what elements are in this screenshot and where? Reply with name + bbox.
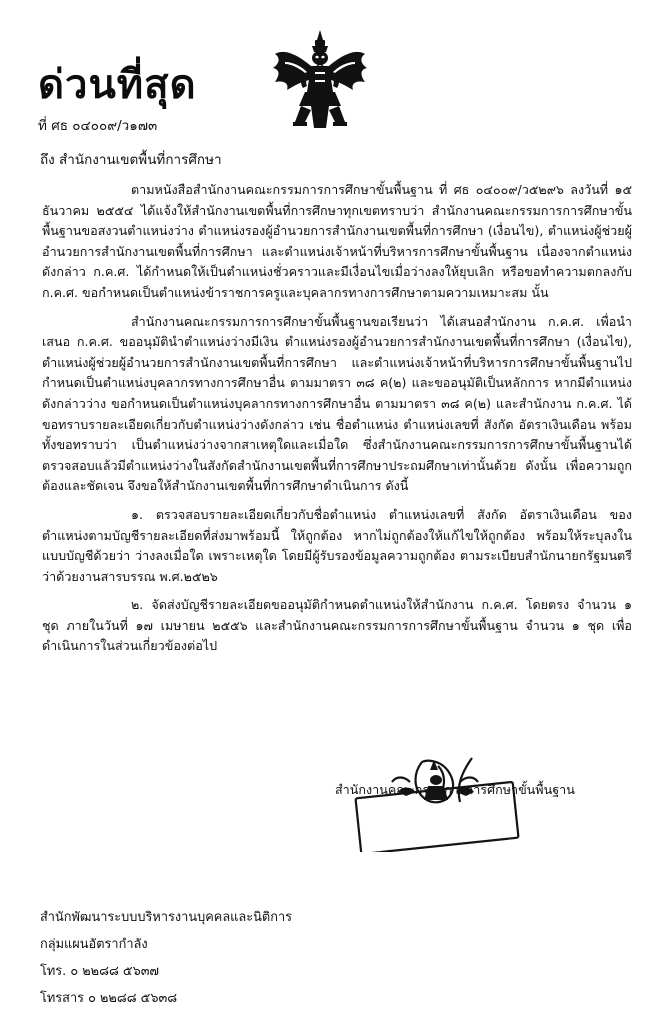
footer-contact (40, 904, 292, 1012)
body-paragraph-2: สำนักงานคณะกรรมการการศึกษาขั้นพื้นฐานขอเรียนว่า ได้เสนอสำนักงาน ก.ค.ศ. เพื่อนำเสนอ ก.ค.ศ. ขออนุมัตินำตำแหน่งว่างมีเงิน ตำแหน่งรองผู้อำนวยการสำนักงานเขตพื้นที่การศึกษา (เงื่อนไข), ตำแหน่งผู้ช่วยผู้อำนวยการสำนักงานเขตพื้นที่การศึกษา และตำแหน่งเจ้าหน้าที่บริหารการศึกษาขั้นพื้นฐานไปกำหนดเป็นตำแหน่งบุคลากรทางการศึกษาอื่น ตามมาตรา ๓๘ ค(๒) และขออนุมัติเป็นหลักการ หากมีตำแหน่งดังกล่าวว่าง ขอกำหนดเป็นตำแหน่งบุคลากรทางการศึกษาอื่น ตามมาตรา ๓๘ ค(๒) และสำนักงาน ก.ค.ศ. ได้ขอทราบรายละเอียดเกี่ยวกับตำแหน่งว่างดังกล่าว เช่น ชื่อตำแหน่ง ตำแหน่งเลขที่ สังกัด อัตราเงินเดือน พร้อมทั้งขอทราบว่า เป็นตำแหน่งว่างจากสาเหตุใดและเมื่อใด ซึ่งสำนักงานคณะกรรมการการศึกษาขั้นพื้นฐานได้ตรวจสอบแล้วมีตำแหน่งว่างในสังกัดสำนักงานเขตพื้นที่การศึกษาประถมศึกษาเท่านั้นด้วย ดังนั้น เพื่อความถูกต้องและชัดเจน จึงขอให้สำนักงานเขตพื้นที่การศึกษาดำเนินการ ดังนี้ (42, 313, 632, 494)
urgency-heading: ด่วนที่สุด (38, 62, 197, 108)
footer-fax: โทรสาร ๐ ๒๒๘๘ ๕๖๓๘ (40, 991, 178, 1006)
letter-body (42, 180, 632, 657)
document-number: ที่ ศธ ๐๔๐๐๙/ว๑๗๓ (38, 118, 158, 134)
addressee-line: ถึง สำนักงานเขตพื้นที่การศึกษา (40, 152, 222, 168)
footer-group: กลุ่มแผนอัตรากำลัง (40, 937, 148, 952)
official-seal-stamp-icon (352, 752, 522, 852)
footer-phone: โทร. ๐ ๒๒๘๘ ๕๖๓๗ (40, 964, 160, 979)
footer-department: สำนักพัฒนาระบบบริหารงานบุคคลและนิติการ (40, 910, 293, 925)
body-paragraph-item-2: ๒. จัดส่งบัญชีรายละเอียดขออนุมัติกำหนดตำแหน่งให้สำนักงาน ก.ค.ศ. โดยตรง จำนวน ๑ ชุด ภายในวันที่ ๑๗ เมษายน ๒๕๕๖ และสำนักงานคณะกรรมการการศึกษาขั้นพื้นฐาน จำนวน ๑ ชุด เพื่อดำเนินการในส่วนเกี่ยวข้องต่อไป (42, 597, 632, 654)
body-paragraph-item-1: ๑. ตรวจสอบรายละเอียดเกี่ยวกับชื่อตำแหน่ง ตำแหน่งเลขที่ สังกัด อัตราเงินเดือน ของตำแหน่งตามบัญชีรายละเอียดที่ส่งมาพร้อมนี้ ให้ถูกต้อง หากไม่ถูกต้องให้แก้ไขให้ถูกต้อง พร้อมให้ระบุลงในแบบบัญชีด้วยว่า ว่างลงเมื่อใด เพราะเหตุใด โดยมีผู้รับรองข้อมูลความถูกต้อง ตามระเบียบสำนักนายกรัฐมนตรีว่าด้วยงานสารบรรณ พ.ศ.๒๕๒๖ (42, 506, 632, 584)
garuda-emblem-icon (271, 28, 369, 138)
body-paragraph-1: ตามหนังสือสำนักงานคณะกรรมการการศึกษาขั้นพื้นฐาน ที่ ศธ ๐๔๐๐๙/ว๕๒๙๖ ลงวันที่ ๑๕ ธันวาคม ๒๕๕๔ ได้แจ้งให้สำนักงานเขตพื้นที่การศึกษาทุกเขตทราบว่า สำนักงานคณะกรรมการการศึกษาขั้นพื้นฐานขอสงวนตำแหน่งว่าง ตำแหน่งรองผู้อำนวยการสำนักงานเขตพื้นที่การศึกษา (เงื่อนไข), ตำแหน่งผู้ช่วยผู้อำนวยการสำนักงานเขตพื้นที่การศึกษา และตำแหน่งเจ้าหน้าที่บริหารการศึกษาขั้นพื้นฐาน เนื่องจากตำแหน่งดังกล่าว ก.ค.ศ. ได้กำหนดให้เป็นตำแหน่งชั่วคราวและมีเงื่อนไขเมื่อว่างลงให้ยุบเลิก หรือขอทำความตกลงกับ ก.ค.ศ. ขอกำหนดเป็นตำแหน่งข้าราชการครูและบุคลากรทางการศึกษาตามความเหมาะสม นั้น (42, 182, 632, 300)
signing-office: สำนักงานคณะกรรมการการศึกษาขั้นพื้นฐาน (335, 782, 575, 797)
